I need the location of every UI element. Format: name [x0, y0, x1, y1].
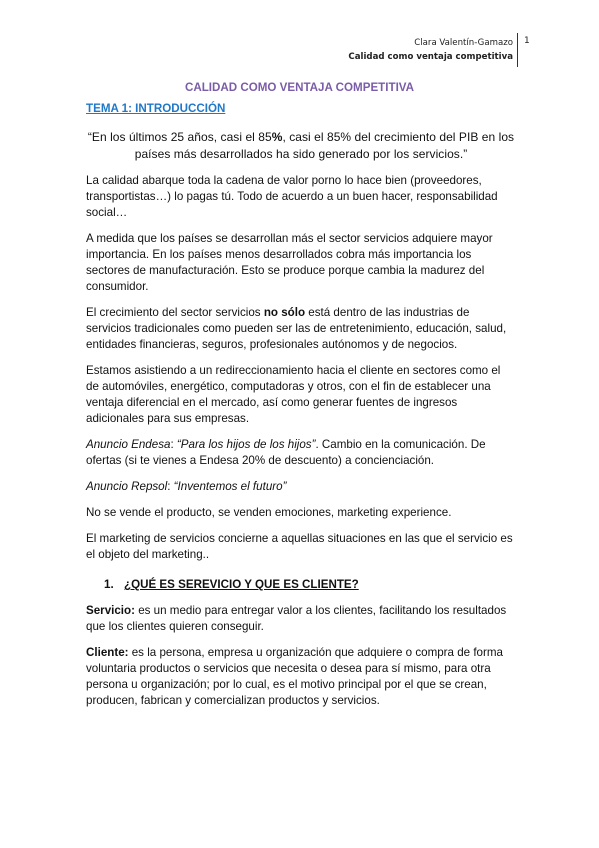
paragraph-redireccionamiento: Estamos asistiendo a un redireccionamiento hacia el cliente en sectores como el de automóviles, energético, computadoras y otros, con el fin de establecer una ventaja diferencial en el mercado, así como generar fuentes de ingresos adicionales para sus empresas.	[86, 364, 501, 425]
page-number: 1	[524, 36, 530, 46]
paragraph-emociones: No se vende el producto, se venden emociones, marketing experience.	[86, 506, 452, 519]
cliente-term: Cliente:	[86, 646, 129, 659]
quote-percent-bold: %	[271, 130, 283, 144]
paragraph-desarrollo: A medida que los países se desarrollan más el sector servicios adquiere mayor importancia. En los países menos desarrollados cobra más importancia los sectores de manufacturación. Esto se produce porque cambia la madurez del consumidor.	[86, 232, 493, 293]
paragraph-crecimiento	[86, 305, 516, 353]
section-title: ¿QUÉ ES SEREVICIO Y QUE ES CLIENTE?	[124, 578, 359, 591]
document-title: CALIDAD COMO VENTAJA COMPETITIVA	[184, 81, 415, 94]
quote-text-2: , casi el 85% del crecimiento del PIB en los países más desarrollados ha sido generado por los servicios.”	[134, 130, 515, 161]
endesa-colon: :	[170, 438, 177, 451]
definition-cliente	[86, 645, 516, 709]
header-divider	[517, 33, 518, 67]
header-author: Clara Valentín-Gamazo	[414, 38, 513, 48]
endesa-text: . Cambio en la comunicación. De ofertas (si te vienes a Endesa 20% de descuento) a concienciación.	[86, 438, 486, 467]
repsol-label: Anuncio Repsol	[86, 480, 168, 493]
paragraph-calidad: La calidad abarque toda la cadena de valor porno lo hace bien (proveedores, transportistas…) lo pagas tú. Todo de acuerdo a un buen hacer, responsabilidad social…	[86, 174, 498, 219]
crecimiento-bold: no sólo	[263, 306, 306, 319]
crecimiento-text-2: está dentro de las industrias de servicios tradicionales como pueden ser las de entretenimiento, educación, salud, entidades financieras, seguros, profesionales autónomos y de negocios.	[86, 306, 507, 351]
definition-servicio	[86, 603, 516, 635]
running-header	[348, 36, 513, 64]
header-subtitle: Calidad como ventaja competitiva	[348, 52, 513, 62]
section-number: 1.	[104, 578, 114, 591]
endesa-slogan: “Para los hijos de los hijos”	[176, 438, 316, 451]
section-heading	[86, 577, 516, 593]
paragraph-marketing-servicios: El marketing de servicios concierne a aquellas situaciones en las que el servicio es el objeto del marketing..	[86, 532, 513, 561]
paragraph-endesa	[86, 437, 516, 469]
document-body	[86, 101, 516, 719]
crecimiento-text-1: El crecimiento del sector servicios	[86, 306, 264, 319]
repsol-slogan: “Inventemos el futuro”	[173, 480, 287, 493]
servicio-term: Servicio:	[86, 604, 135, 617]
quote-text-1: “En los últimos 25 años, casi el 85	[87, 130, 272, 144]
cliente-definition: es la persona, empresa u organización que adquiere o compra de forma voluntaria productos o servicios que necesita o desea para sí mismo, para otra persona u organización; por lo cual, es el motivo principal por el que se crean, producen, fabrican y comercializan productos y servicios.	[86, 646, 503, 707]
paragraph-repsol	[86, 479, 516, 495]
topic-heading: TEMA 1: INTRODUCCIÓN	[86, 102, 226, 115]
quote-paragraph	[86, 129, 516, 163]
servicio-definition: es un medio para entregar valor a los clientes, facilitando los resultados que los clientes quieren conseguir.	[86, 604, 507, 633]
repsol-colon: :	[167, 480, 174, 493]
endesa-label: Anuncio Endesa	[86, 438, 171, 451]
